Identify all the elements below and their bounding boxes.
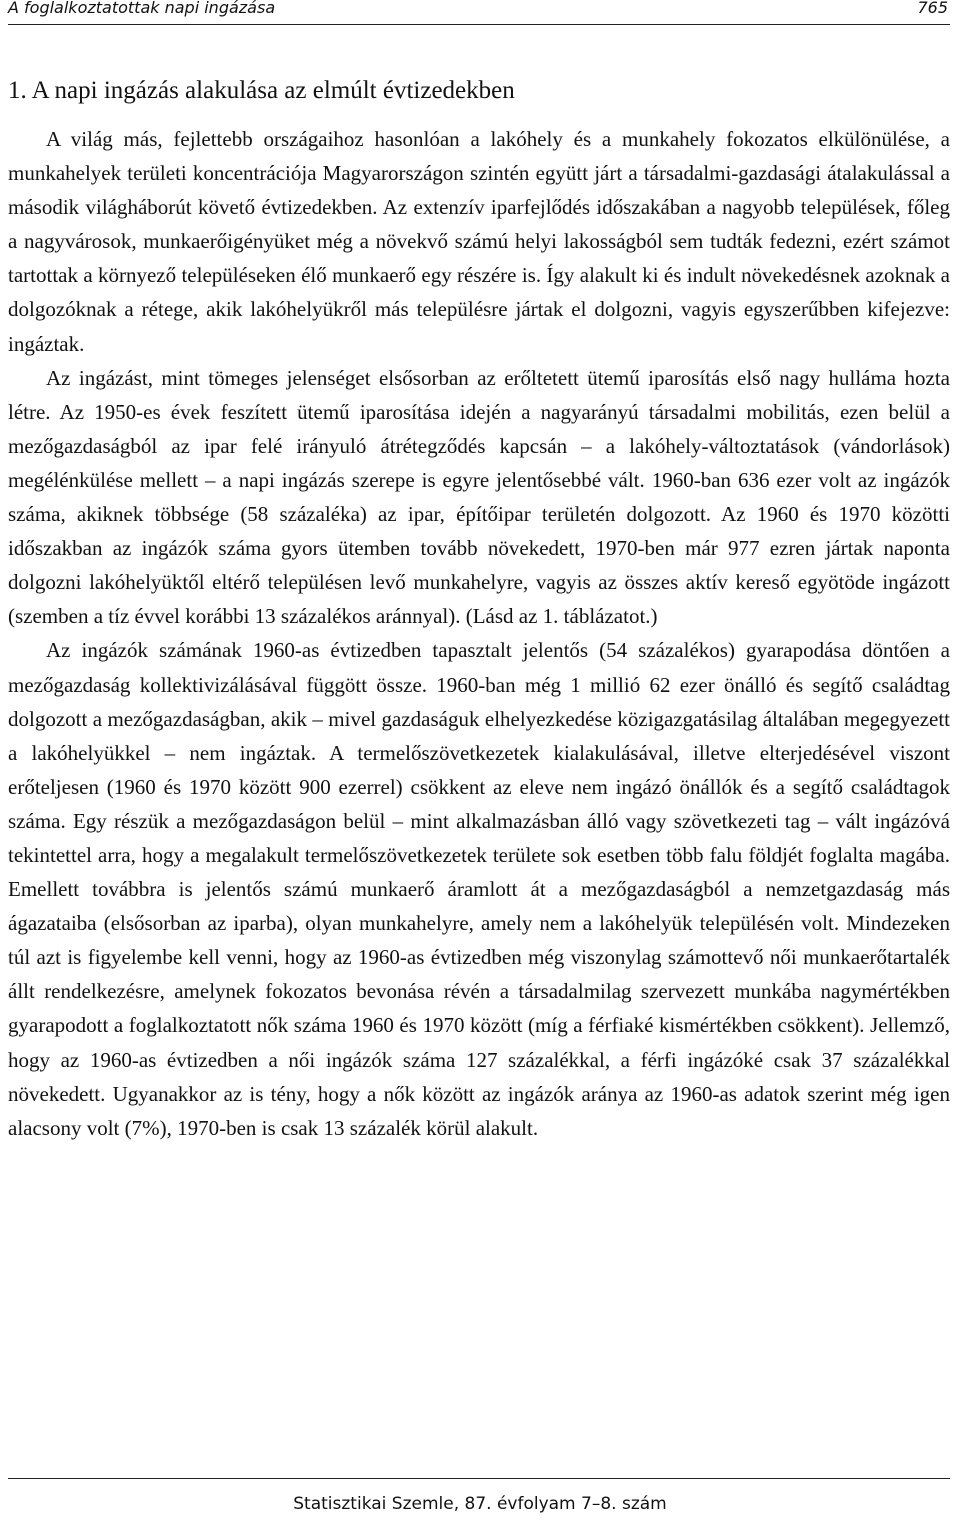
paragraph-3: Az ingázók számának 1960-as évtizedben tapasztalt jelentős (54 százalékos) gyarapodása döntően a mezőgazdaság kollektivizálásával függött össze. 1960-ban még 1 millió 62 ezer önálló és segítő családtag dolgozott a mezőgazdaságban, akik – mivel gazdaságuk elhelyezkedése közigazgatásilag általában megegyezett a lakóhelyükkel – nem ingáztak. A termelőszövetkezetek kialakulásával, illetve elterjedésével viszont erőteljesen (1960 és 1970 között 900 ezerrel) csökkent az eleve nem ingázó önállók és a segítő családtagok száma. Egy részük a mezőgazdaságon belül – mint alkalmazásban álló vagy szövetkezeti tag – vált ingázóvá tekintettel arra, hogy a megalakult termelőszövetkezetek területe sok esetben több falu földjét foglalta magába. Emellett továbbra is jelentős számú munkaerő áramlott át a mezőgazdaságból a nemzetgazdaság más ágazataiba (elsősorban az iparba), olyan munkahelyre, amely nem a lakóhelyük településén volt. Mindezeken túl azt is figyelembe kell venni, hogy az 1960-as évtizedben még viszonylag számottevő női munkaerőtartalék állt rendelkezésre, amelynek fokozatos bevonása révén a társadalmilag szervezett munkába nagymértékben gyarapodott a foglalkoztatott nők száma 1960 és 1970 között (míg a férfiaké kismértékben csökkent). Jellemző, hogy az 1960-as évtizedben a női ingázók száma 127 százalékkal, a férfi ingázóké csak 37 százalékkal növekedett. Ugyanakkor az is tény, hogy a nők között az ingázók aránya az 1960-as adatok szerint még igen alacsony volt (7%), 1970-ben is csak 13 százalék körül alakult.: [8, 638, 950, 1140]
article-body: [8, 74, 950, 1145]
section-heading: 1. A napi ingázás alakulása az elmúlt évtizedekben: [8, 77, 515, 104]
journal-footer: Statisztikai Szemle, 87. évfolyam 7–8. szám: [293, 1494, 667, 1514]
paragraph-1: A világ más, fejlettebb országaihoz hasonlóan a lakóhely és a munkahely fokozatos elkülönülése, a munkahelyek területi koncentrációja Magyarországon szintén együtt járt a társadalmi-gazdasági átalakulással a második világháborút követő évtizedekben. Az extenzív iparfejlődés időszakában a nagyobb települések, főleg a nagyvárosok, munkaerőigényüket még a növekvő számú helyi lakosságból sem tudták fedezni, ezért számot tartottak a környező településeken élő munkaerő egy részére is. Így alakult ki és indult növekedésnek azoknak a dolgozóknak a rétege, akik lakóhelyükről más településre jártak el dolgozni, vagyis egyszerűbben kifejezve: ingáztak.: [8, 127, 950, 356]
footer-divider: [8, 1478, 950, 1479]
page-number: 765: [917, 0, 948, 17]
running-header: [8, 0, 950, 25]
paragraph-2: Az ingázást, mint tömeges jelenséget elsősorban az erőltetett ütemű iparosítás első nagy hulláma hozta létre. Az 1950-es évek feszített ütemű iparosítása idején a nagyarányú társadalmi mobilitás, ezen belül a mezőgazdaságból az ipar felé irányuló átrétegződés kapcsán – a lakóhely-változtatások (vándorlások) megélénkülése mellett – a napi ingázás szerepe is egyre jelentősebbé vált. 1960-ban 636 ezer volt az ingázók száma, akiknek többsége (58 százaléka) az ipar, építőipar területén dolgozott. Az 1960 és 1970 közötti időszakban az ingázók száma gyors ütemben tovább növekedett, 1970-ben már 977 ezren jártak naponta dolgozni lakóhelyüktől eltérő településen levő munkahelyre, vagyis az összes aktív kereső egyötöde ingázott (szemben a tíz évvel korábbi 13 százalékos aránnyal). (Lásd az 1. táblázatot.): [8, 365, 950, 629]
running-header-title: A foglalkoztatottak napi ingázása: [8, 0, 276, 17]
